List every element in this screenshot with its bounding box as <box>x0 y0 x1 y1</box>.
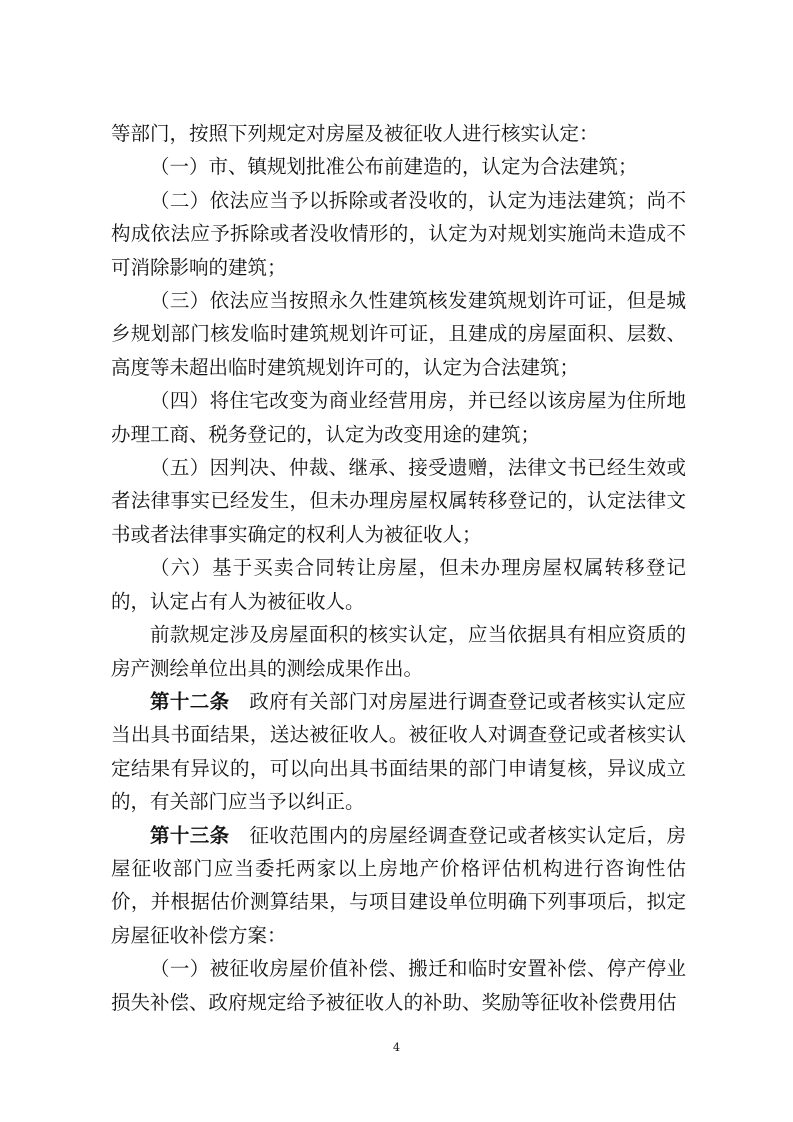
paragraph: 等部门，按照下列规定对房屋及被征收人进行核实认定： <box>111 122 599 145</box>
page-number: 4 <box>393 1041 400 1054</box>
paragraph: （五）因判决、仲裁、继承、接受遗赠，法律文书已经生效或者法律事实已经发生，但未办理房屋权属转移登记的，认定法律文书或者法律事实确定的权利人为被征收人； <box>111 456 686 546</box>
paragraph: （二）依法应当予以拆除或者没收的，认定为违法建筑；尚不构成依法应予拆除或者没收情形的，认定为对规划实施尚未造成不可消除影响的建筑； <box>111 188 686 279</box>
article-paragraph: 第十二条 政府有关部门对房屋进行调查登记或者核实认定应当出具书面结果，送达被征收人。被征收人对调查登记或者核实认定结果有异议的，可以向出具书面结果的部门申请复核，异议成立的，有关部门应当予以纠正。 <box>111 689 686 814</box>
article-paragraph: 第十三条 征收范围内的房屋经调查登记或者核实认定后，房屋征收部门应当委托两家以上房地产价格评估机构进行咨询性估价，并根据估价测算结果，与项目建设单位明确下列事项后，拟定房屋征收补偿方案： <box>111 823 686 947</box>
article-heading: 第十二条 <box>150 689 230 713</box>
paragraph: （六）基于买卖合同转让房屋，但未办理房屋权属转移登记的，认定占有人为被征收人。 <box>111 556 686 613</box>
article-heading: 第十三条 <box>150 823 230 847</box>
paragraph: （一）被征收房屋价值补偿、搬迁和临时安置补偿、停产停业损失补偿、政府规定给予被征收人的补助、奖励等征收补偿费用估 <box>111 957 686 1014</box>
paragraph: 前款规定涉及房屋面积的核实认定，应当依据具有相应资质的房产测绘单位出具的测绘成果作出。 <box>111 623 686 680</box>
body-text <box>111 117 686 1019</box>
paragraph: （一）市、镇规划批准公布前建造的，认定为合法建筑； <box>150 155 638 179</box>
paragraph: （四）将住宅改变为商业经营用房，并已经以该房屋为住所地办理工商、税务登记的，认定为改变用途的建筑； <box>111 389 686 446</box>
paragraph: （三）依法应当按照永久性建筑核发建筑规划许可证，但是城乡规划部门核发临时建筑规划许可证，且建成的房屋面积、层数、高度等未超出临时建筑规划许可的，认定为合法建筑； <box>111 289 686 379</box>
